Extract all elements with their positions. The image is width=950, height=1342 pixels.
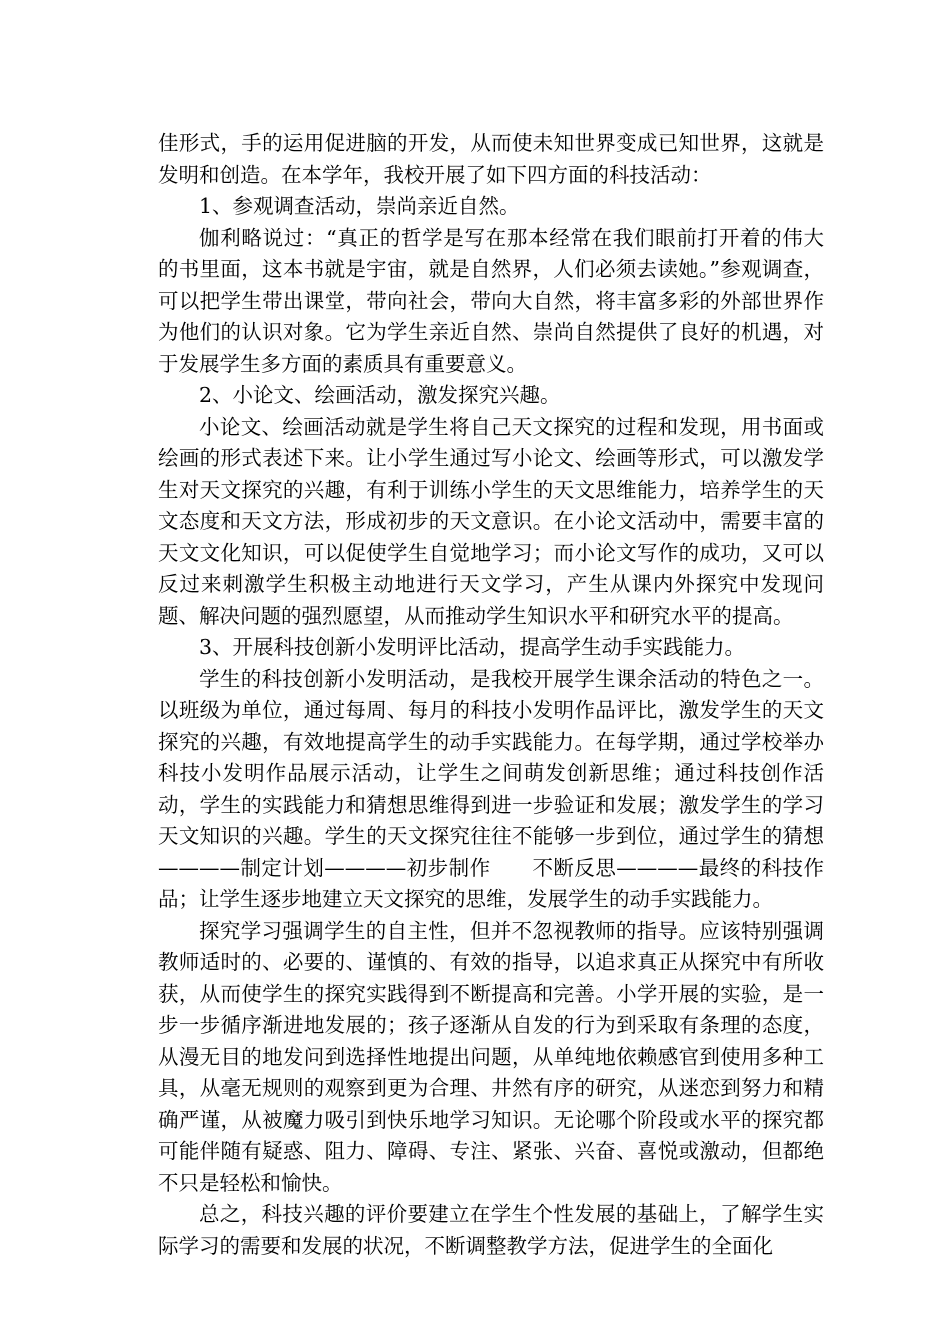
paragraph-invention: 学生的科技创新小发明活动，是我校开展学生课余活动的特色之一。以班级为单位，通过每周、每月的科技小发明作品评比，激发学生的天文探究的兴趣，有效地提高学生的动手实践能力。在每学期，通过学校举办科技小发明作品展示活动，让学生之间萌发创新思维；通过科技创作活动，学生的实践能力和猜想思维得到进一步验证和发展；激发学生的学习天文知识的兴趣。学生的天文探究往往不能够一步到位，通过学生的猜想————制定计划————初步制作 不断反思————最终的科技作品；让学生逐步地建立天文探究的思维，发展学生的动手实践能力。 bbox=[158, 666, 824, 911]
heading-activity-2: 2、小论文、绘画活动，激发探究兴趣。 bbox=[199, 383, 561, 407]
heading-activity-3: 3、开展科技创新小发明评比活动，提高学生动手实践能力。 bbox=[199, 635, 746, 659]
paragraph-conclusion: 总之，科技兴趣的评价要建立在学生个性发展的基础上，了解学生实际学习的需要和发展的状况，不断调整教学方法，促进学生的全面化 bbox=[158, 1202, 824, 1258]
document-body bbox=[158, 128, 824, 1262]
paragraph-essay-drawing: 小论文、绘画活动就是学生将自己天文探究的过程和发现，用书面或绘画的形式表述下来。让小学生通过写小论文、绘画等形式，可以激发学生对天文探究的兴趣，有利于训练小学生的天文思维能力，培养学生的天文态度和天文方法，形成初步的天文意识。在小论文活动中，需要丰富的天文文化知识，可以促使学生自觉地学习；而小论文写作的成功，又可以反过来刺激学生积极主动地进行天文学习，产生从课内外探究中发现问题、解决问题的强烈愿望，从而推动学生知识水平和研究水平的提高。 bbox=[158, 414, 824, 628]
paragraph-intro: 佳形式，手的运用促进脑的开发，从而使未知世界变成已知世界，这就是发明和创造。在本学年，我校开展了如下四方面的科技活动： bbox=[158, 131, 824, 187]
heading-activity-1: 1、参观调查活动，崇尚亲近自然。 bbox=[199, 194, 520, 218]
paragraph-galileo: 伽利略说过：“真正的哲学是写在那本经常在我们眼前打开着的伟大的书里面，这本书就是宇宙，就是自然界，人们必须去读她。”参观调查，可以把学生带出课堂，带向社会，带向大自然，将丰富多彩的外部世界作为他们的认识对象。它为学生亲近自然、崇尚自然提供了良好的机遇，对于发展学生多方面的素质具有重要意义。 bbox=[158, 225, 824, 376]
paragraph-inquiry: 探究学习强调学生的自主性，但并不忽视教师的指导。应该特别强调教师适时的、必要的、谨慎的、有效的指导，以追求真正从探究中有所收获，从而使学生的探究实践得到不断提高和完善。小学开展的实验，是一步一步循序渐进地发展的；孩子逐渐从自发的行为到采取有条理的态度，从漫无目的地发问到选择性地提出问题，从单纯地依赖感官到使用多种工具，从毫无规则的观察到更为合理、井然有序的研究，从迷恋到努力和精确严谨，从被魔力吸引到快乐地学习知识。无论哪个阶段或水平的探究都可能伴随有疑惑、阻力、障碍、专注、紧张、兴奋、喜悦或激动，但都绝不只是轻松和愉快。 bbox=[158, 918, 824, 1195]
